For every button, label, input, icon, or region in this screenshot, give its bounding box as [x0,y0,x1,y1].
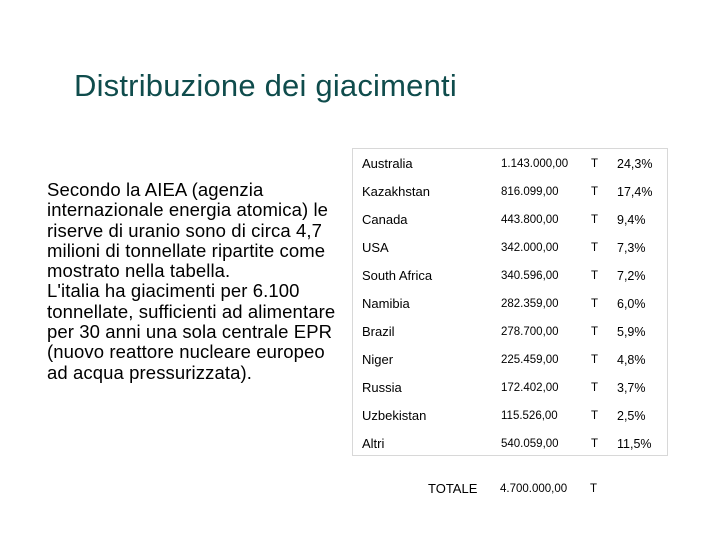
tons-cell: 115.526,00 [501,410,558,422]
unit-cell: T [591,438,599,450]
unit-cell: T [591,354,599,366]
percent-cell: 11,5% [617,437,652,451]
unit-cell: T [591,158,599,170]
table-row [353,401,667,429]
country-cell: Altri [362,436,385,451]
percent-cell: 7,2% [617,269,646,283]
table-row [353,233,667,261]
tons-cell: 172.402,00 [501,382,559,394]
paragraph-aiea: Secondo la AIEA (agenzia internazionale energia atomica) le riserve di uranio sono di circa 4,7 milioni di tonnellate ripartite come mostrato nella tabella. [47,179,329,282]
unit-cell: T [591,270,599,282]
country-cell: Uzbekistan [362,408,427,423]
percent-cell: 4,8% [617,353,646,367]
country-cell: Brazil [362,324,395,339]
table-row [353,345,667,373]
unit-cell: T [591,326,599,338]
tons-cell: 1.143.000,00 [501,158,569,170]
percent-cell: 7,3% [617,241,646,255]
country-cell: Canada [362,212,408,227]
unit-cell: T [591,298,599,310]
slide-body-text [47,180,337,383]
table-row [353,373,667,401]
unit-cell: T [591,214,599,226]
unit-cell: T [591,410,599,422]
country-cell: Namibia [362,296,410,311]
table-row [353,317,667,345]
percent-cell: 9,4% [617,213,646,227]
unit-cell: T [591,242,599,254]
table-row [353,149,667,177]
tons-cell: 282.359,00 [501,298,559,310]
tons-cell: 443.800,00 [501,214,559,226]
table-row [353,429,667,457]
country-cell: Niger [362,352,394,367]
percent-cell: 6,0% [617,297,646,311]
tons-cell: 816.099,00 [501,186,559,198]
country-cell: USA [362,240,389,255]
percent-cell: 3,7% [617,381,646,395]
country-cell: Australia [362,156,413,171]
unit-cell: T [591,186,599,198]
tons-cell: 225.459,00 [501,354,559,366]
percent-cell: 2,5% [617,409,646,423]
total-unit: T [590,483,598,495]
table-row [353,289,667,317]
tons-cell: 540.059,00 [501,438,559,450]
country-cell: Russia [362,380,402,395]
uranium-reserves-table [352,148,668,456]
percent-cell: 5,9% [617,325,646,339]
unit-cell: T [591,382,599,394]
percent-cell: 17,4% [617,185,653,199]
tons-cell: 340.596,00 [501,270,559,282]
slide-title: Distribuzione dei giacimenti [74,68,457,103]
tons-cell: 342.000,00 [501,242,559,254]
tons-cell: 278.700,00 [501,326,559,338]
country-cell: Kazakhstan [362,184,430,199]
total-tons: 4.700.000,00 [500,483,568,495]
table-row [353,177,667,205]
percent-cell: 24,3% [617,157,653,171]
paragraph-italia: L'italia ha giacimenti per 6.100 tonnellate, sufficienti ad alimentare per 30 anni una sola centrale EPR (nuovo reattore nucleare europeo ad acqua pressurizzata). [47,280,336,383]
total-label: TOTALE [428,481,478,496]
country-cell: South Africa [362,268,433,283]
table-row [353,261,667,289]
table-row [353,205,667,233]
